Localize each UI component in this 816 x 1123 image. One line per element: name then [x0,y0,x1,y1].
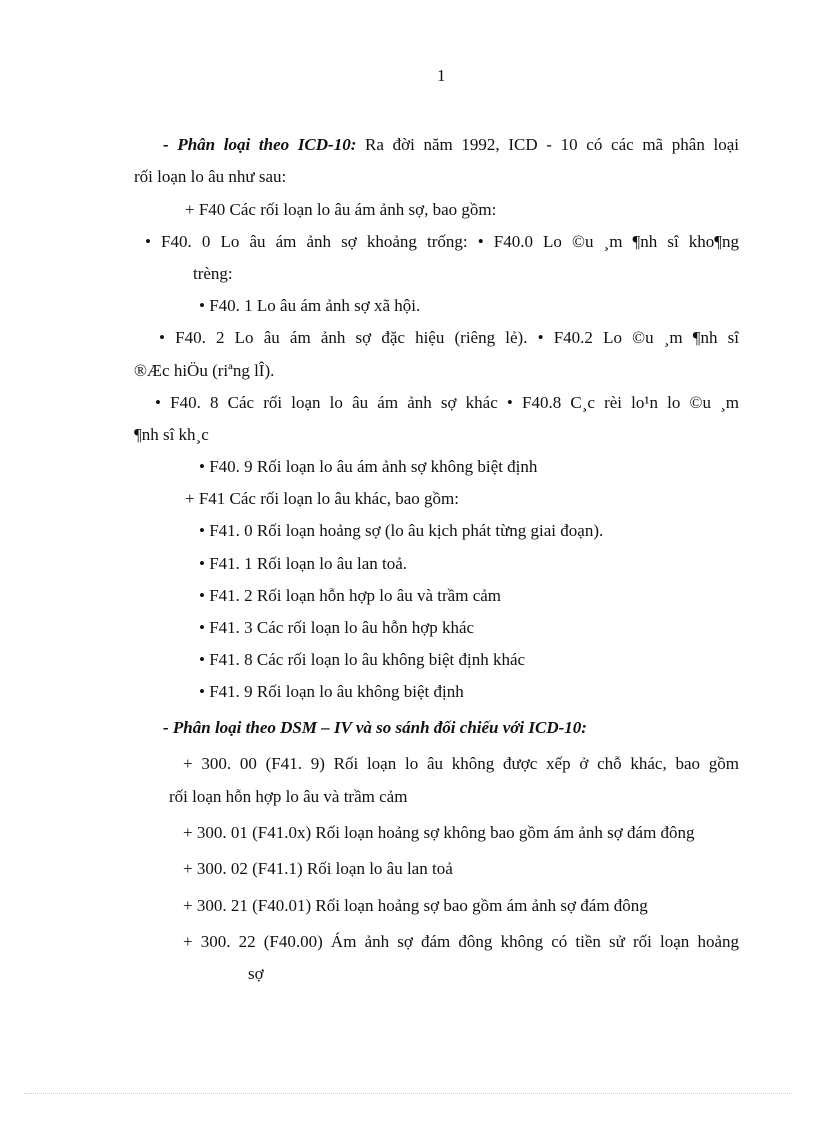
dsm-item-1-line-1: + 300. 00 (F41. 9) Rối loạn lo âu không được xếp ở chỗ khác, bao gồm [183,754,739,773]
dsm-item-4: + 300. 21 (F40.01) Rối loạn hoảng sợ bao gồm ám ảnh sợ đám đông [183,896,648,915]
f41-item: • F41. 0 Rối loạn hoảng sợ (lo âu kịch phát từng giai đoạn). [199,521,604,540]
f41-item: • F41. 9 Rối loạn lo âu không biệt định [199,682,464,701]
dsm-item-5-line-1: + 300. 22 (F40.00) Ám ảnh sợ đám đông không có tiền sử rối loạn hoảng [183,932,739,951]
dsm-item-2: + 300. 01 (F41.0x) Rối loạn hoảng sợ không bao gồm ám ảnh sợ đám đông [183,823,695,842]
f40-item-0-line-2: trèng: [193,264,233,283]
f41-header: + F41 Các rối loạn lo âu khác, bao gồm: [185,489,459,508]
page-bottom-rule [24,1093,792,1094]
f41-item: • F41. 3 Các rối loạn lo âu hỗn hợp khác [199,618,475,637]
f40-header: + F40 Các rối loạn lo âu ám ảnh sợ, bao gồm: [185,200,497,219]
f41-item: • F41. 8 Các rối loạn lo âu không biệt định khác [199,650,526,669]
f40-item-1: • F40. 1 Lo âu ám ảnh sợ xã hội. [199,296,421,315]
icd10-heading: - Phân loại theo ICD-10: [163,135,357,154]
f40-item-9: • F40. 9 Rối loạn lo âu ám ảnh sợ không biệt định [199,457,538,476]
icd10-intro-line-1 [163,135,739,155]
f40-item-8-line-2: ¶nh sî kh¸c [134,425,209,444]
page-number: 1 [437,66,446,85]
f41-item: • F41. 2 Rối loạn hỗn hợp lo âu và trầm cảm [199,586,502,605]
dsm-item-3: + 300. 02 (F41.1) Rối loạn lo âu lan toả [183,859,453,878]
icd10-intro-line-2: rối loạn lo âu như sau: [134,167,287,186]
f41-item: • F41. 1 Rối loạn lo âu lan toả. [199,554,408,573]
icd10-intro-text: Ra đời năm 1992, ICD - 10 có các mã phân loại [356,135,739,154]
f40-item-0-line-1: • F40. 0 Lo âu ám ảnh sợ khoảng trống: • F40.0 Lo ©u ¸m ¶nh sî kho¶ng [145,232,739,251]
f40-item-8-line-1: • F40. 8 Các rối loạn lo âu ám ảnh sợ khác • F40.8 C¸c rèi lo¹n lo ©u ¸m [155,393,739,412]
dsm-item-5-line-2: sợ [248,964,264,983]
dsm-item-1-line-2: rối loạn hỗn hợp lo âu và trầm cảm [169,787,408,806]
f40-item-2-line-2: ®Æc hiÖu (riªng lÎ). [134,361,275,380]
dsm-heading: - Phân loại theo DSM – IV và so sánh đối chiếu với ICD-10: [163,718,587,737]
f40-item-2-line-1: • F40. 2 Lo âu ám ảnh sợ đặc hiệu (riêng lẻ). • F40.2 Lo ©u ¸m ¶nh sî [159,328,739,347]
